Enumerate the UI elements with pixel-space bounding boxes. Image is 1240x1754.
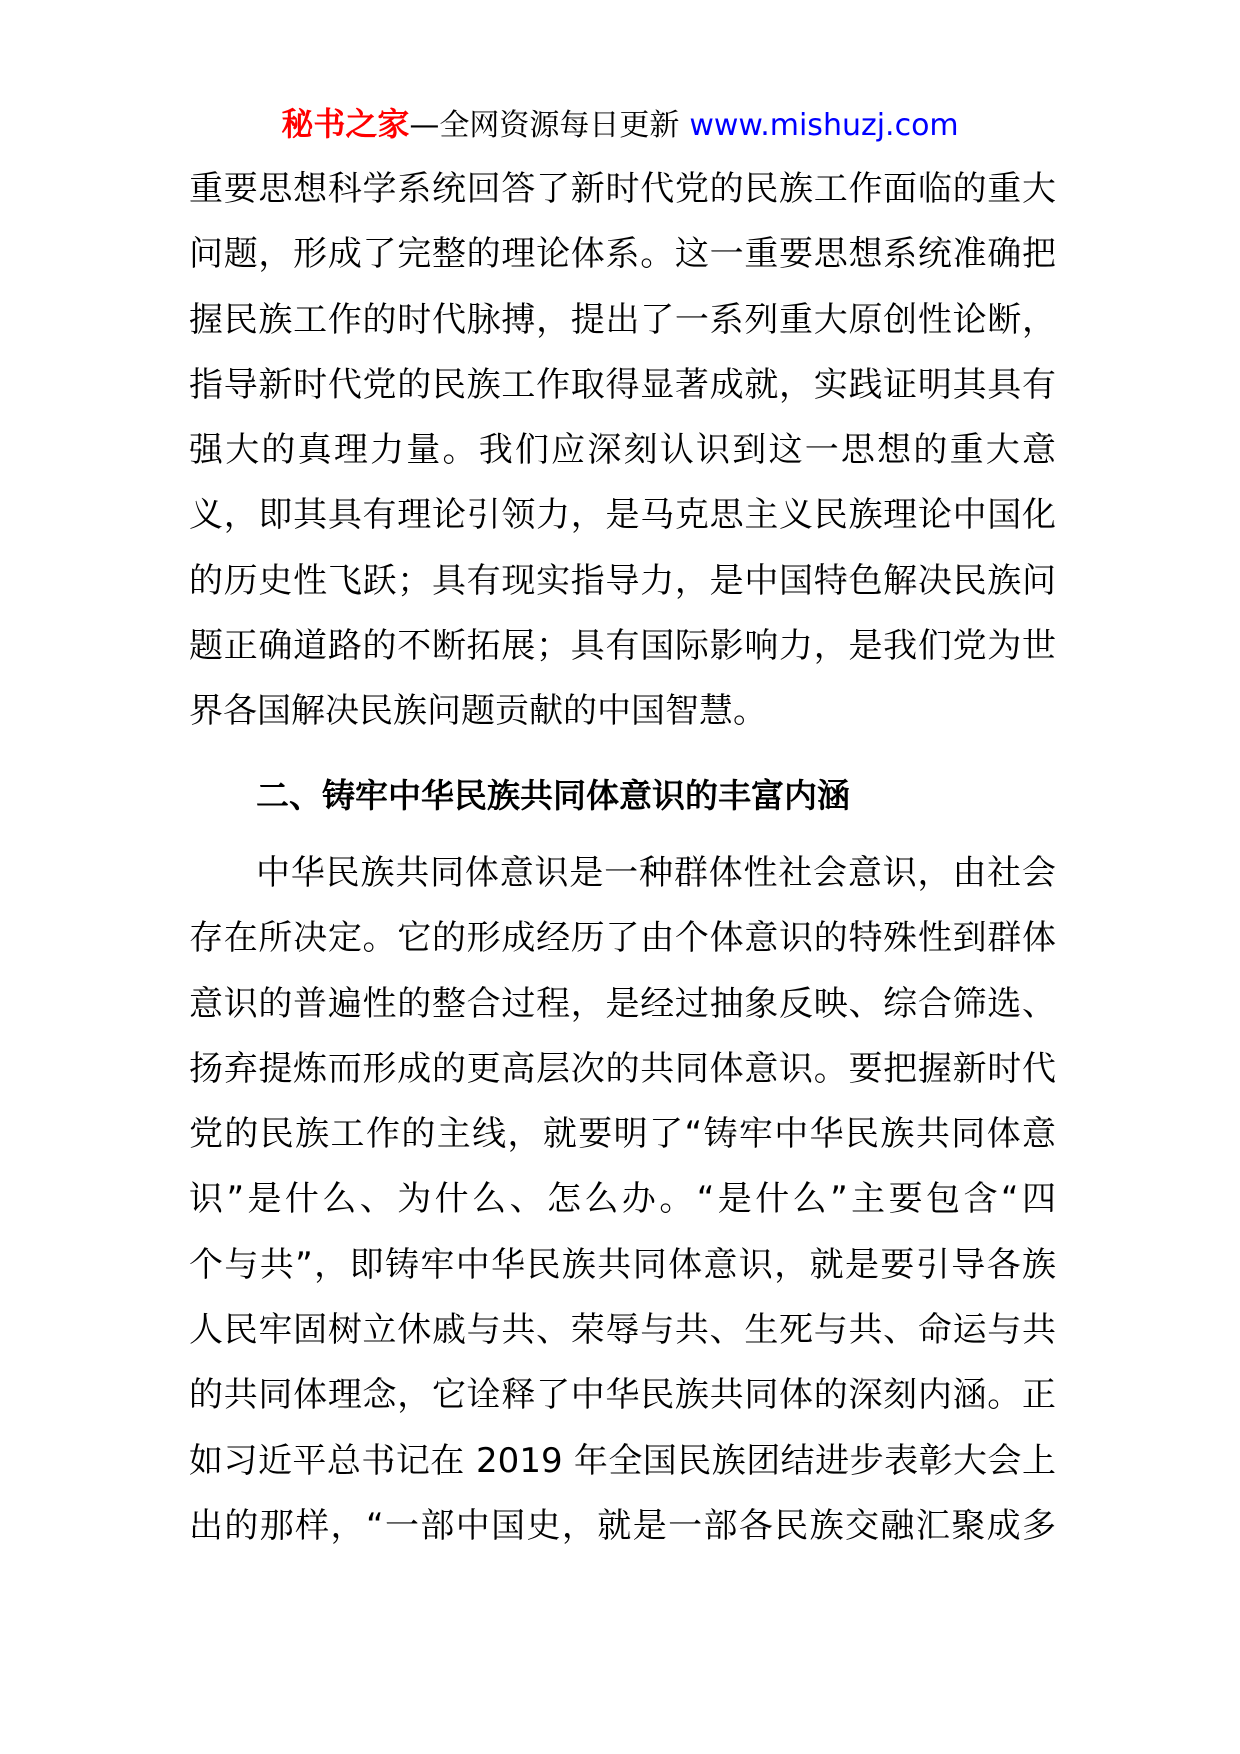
text-line: 个与共”，即铸牢中华民族共同体意识，就是要引导各族 bbox=[189, 1244, 1056, 1285]
section-heading: 二、铸牢中华民族共同体意识的丰富内涵 bbox=[256, 776, 850, 815]
text-line: 扬弃提炼而形成的更高层次的共同体意识。要把握新时代 bbox=[189, 1048, 1056, 1089]
text-line: 重要思想科学系统回答了新时代党的民族工作面临的重大 bbox=[189, 169, 1056, 209]
text-line: 握民族工作的时代脉搏，提出了一系列重大原创性论断， bbox=[189, 299, 1056, 340]
text-line: 人民牢固树立休戚与共、荣辱与共、生死与共、命运与共 bbox=[189, 1310, 1056, 1351]
text-line: 题正确道路的不断拓展；具有国际影响力，是我们党为世 bbox=[189, 626, 1056, 667]
text-line: 问题，形成了完整的理论体系。这一重要思想系统准确把 bbox=[189, 234, 1056, 275]
text-line: 的历史性飞跃；具有现实指导力，是中国特色解决民族问 bbox=[189, 560, 1056, 601]
page-header bbox=[0, 104, 1240, 144]
text-line: 如习近平总书记在 2019 年全国民族团结进步表彰大会上 bbox=[189, 1440, 1056, 1481]
text-line: 界各国解决民族问题贡献的中国智慧。 bbox=[189, 691, 767, 732]
text-line: 中华民族共同体意识是一种群体性社会意识，由社会 bbox=[256, 853, 1056, 893]
text-line: 存在所决定。它的形成经历了由个体意识的特殊性到群体 bbox=[189, 918, 1056, 959]
site-url: www.mishuzj.com bbox=[689, 108, 959, 143]
text-line: 党的民族工作的主线，就要明了“铸牢中华民族共同体意 bbox=[189, 1114, 1056, 1155]
brand-name: 秘书之家 bbox=[281, 105, 410, 143]
text-line: 识”是什么、为什么、怎么办。“是什么”主要包含“四 bbox=[189, 1179, 1056, 1220]
text-line: 指导新时代党的民族工作取得显著成就，实践证明其具有 bbox=[189, 364, 1056, 405]
paragraph-1 bbox=[189, 157, 1056, 745]
header-tagline: —全网资源每日更新 bbox=[409, 108, 680, 143]
text-line: 义，即其具有理论引领力，是马克思主义民族理论中国化 bbox=[189, 495, 1056, 536]
text-line: 意识的普遍性的整合过程，是经过抽象反映、综合筛选、 bbox=[189, 983, 1056, 1024]
paragraph-2 bbox=[189, 841, 1056, 1559]
text-line: 出的那样，“一部中国史，就是一部各民族交融汇聚成多 bbox=[189, 1505, 1056, 1546]
text-line: 强大的真理力量。我们应深刻认识到这一思想的重大意 bbox=[189, 430, 1056, 471]
text-line: 的共同体理念，它诠释了中华民族共同体的深刻内涵。正 bbox=[189, 1375, 1056, 1416]
